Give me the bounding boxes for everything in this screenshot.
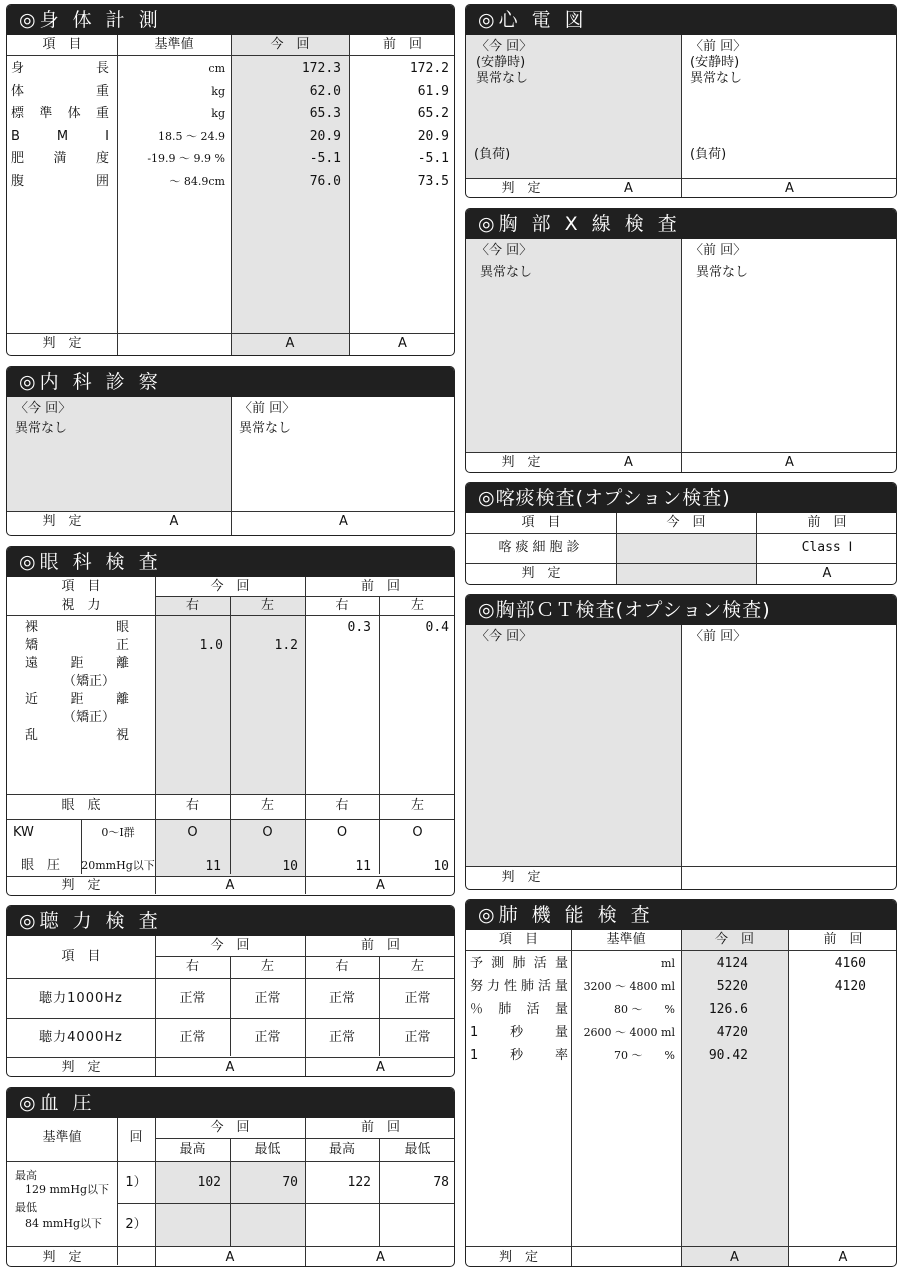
std-max-label: 最高 (15, 1169, 37, 1182)
judgment-label: 判 定 (42, 514, 82, 529)
internal-exam-section (6, 366, 455, 536)
current-label: 〈今 回〉 (476, 243, 533, 258)
body-measurement-section (6, 4, 455, 356)
header-prev-max: 最高 (328, 1142, 355, 1157)
header-current: 今 回 (210, 1120, 250, 1135)
header-previous: 前 回 (360, 579, 400, 594)
judgment-label: 判 定 (61, 1060, 101, 1075)
eye-exam-section (6, 546, 455, 896)
lf-row-label: 努 力 性 肺 活 量 (470, 979, 568, 994)
previous-label: 〈前 回〉 (239, 401, 296, 416)
bm-row-label: B M I (11, 128, 111, 144)
lf-row-current: 5220 (716, 979, 748, 994)
bm-row-standard: -19.9 ～ 9.9 % (147, 152, 225, 165)
judgment-current: A (225, 878, 235, 893)
header-item: 項 目 (498, 932, 538, 947)
previous-rest-text: 異常なし (690, 71, 743, 86)
hearing-row-label: 聴力4000Hz (39, 1030, 123, 1045)
std-min-value: 84 mmHg以下 (25, 1217, 102, 1230)
header-previous: 前 回 (360, 938, 400, 953)
chest-xray-title: ◎胸 部 X 線 検 査 (466, 209, 896, 239)
lf-row-standard: ml (661, 957, 675, 970)
judgment-previous: A (376, 1060, 385, 1075)
lf-row-current: 90.42 (708, 1048, 748, 1063)
kw-prev-left: O (412, 825, 423, 840)
bm-row-previous: 61.9 (417, 83, 449, 99)
judgment-previous: A (822, 566, 832, 581)
judgment-label: 判 定 (501, 181, 541, 196)
bm-row-current: 76.0 (309, 173, 341, 189)
ecg-section (465, 4, 897, 198)
vision-label-astigmatism: 乱 視 (25, 728, 129, 743)
header-current: 今 回 (210, 938, 250, 953)
chest-ct-title: ◎胸部ＣＴ検査(オプション検査) (466, 595, 896, 625)
kw-cur-left: O (262, 825, 273, 840)
lung-function-title: ◎肺 機 能 検 査 (466, 900, 896, 930)
previous-text: 異常なし (696, 265, 749, 280)
r1-cur-max: 102 (197, 1175, 221, 1190)
judgment-previous: A (339, 514, 348, 529)
iop-cur-left: 10 (282, 859, 298, 874)
lf-row-label: 予 測 肺 活 量 (470, 956, 568, 971)
judgment-label: 判 定 (501, 870, 541, 885)
header-cur-left: 左 (260, 598, 274, 613)
lf-row-label: 1 秒 量 (470, 1025, 568, 1040)
header-cur-right: 右 (185, 959, 199, 974)
naked-prev-left: 0.4 (425, 620, 449, 635)
header-current: 今 回 (210, 579, 250, 594)
corrected-cur-right: 1.0 (199, 638, 223, 653)
iop-label: 眼 圧 (21, 858, 61, 873)
hearing-section (6, 905, 455, 1077)
judgment-label: 判 定 (501, 455, 541, 470)
bm-row-standard: kg (211, 107, 225, 120)
current-rest-text: 異常なし (476, 71, 529, 86)
header-round: 回 (129, 1130, 143, 1145)
lf-row-previous: 4160 (834, 956, 866, 971)
lf-row-label: ％ 肺 活 量 (470, 1002, 568, 1017)
bm-row-previous: 172.2 (409, 61, 449, 76)
header-cur-max: 最高 (179, 1142, 206, 1157)
previous-rest-label: (安静時) (690, 55, 740, 70)
header-item: 項 目 (42, 37, 82, 52)
header-item: 項 目 (61, 579, 101, 594)
fundus-cur-left: 左 (260, 798, 274, 813)
bm-row-standard: cm (208, 62, 225, 75)
kw-label: KW (13, 825, 34, 840)
header-previous: 前 回 (360, 1120, 400, 1135)
header-vision: 視 力 (61, 598, 101, 613)
judgment-current: A (225, 1250, 235, 1265)
bm-row-current: 20.9 (309, 128, 341, 144)
r1-prev-min: 78 (433, 1175, 449, 1190)
iop-prev-right: 11 (355, 859, 371, 874)
bm-row-label: 体 重 (11, 83, 111, 99)
header-prev-left: 左 (410, 959, 424, 974)
bm-row-standard: 18.5 ～ 24.9 (158, 129, 225, 143)
round-2: 2） (125, 1217, 147, 1232)
chest-ct-section (465, 594, 897, 890)
hearing-title: ◎聴 力 検 査 (7, 906, 454, 936)
judgment-current: A (624, 455, 633, 470)
header-current: 今 回 (714, 932, 754, 947)
hearing-row-cur-right: 正常 (179, 991, 206, 1006)
bm-row-label: 肥 満 度 (11, 151, 111, 166)
blood-pressure-section (6, 1087, 455, 1267)
hearing-row-cur-left: 正常 (254, 991, 281, 1006)
judgment-current: A (285, 336, 295, 351)
bm-row-label: 腹 囲 (11, 173, 111, 189)
header-item: 項 目 (61, 949, 101, 964)
header-standard: 基準値 (154, 37, 194, 52)
bm-row-current: 62.0 (309, 83, 341, 99)
current-label: 〈今 回〉 (15, 401, 72, 416)
lf-row-previous: 4120 (834, 979, 866, 994)
current-text: 異常なし (15, 421, 68, 436)
header-prev-min: 最低 (404, 1142, 431, 1157)
eye-exam-title: ◎眼 科 検 査 (7, 547, 454, 577)
judgment-previous: A (785, 181, 794, 196)
iop-prev-left: 10 (433, 859, 449, 874)
previous-load-label: (負荷) (690, 147, 727, 162)
ecg-title: ◎心 電 図 (466, 5, 896, 35)
header-prev-right: 右 (335, 598, 349, 613)
lf-row-standard: 2600 ～ 4000 ml (583, 1026, 675, 1039)
judgment-label: 判 定 (42, 1250, 82, 1265)
hearing-row-label: 聴力1000Hz (39, 991, 123, 1006)
bm-row-previous: -5.1 (417, 151, 449, 166)
header-cur-left: 左 (260, 959, 274, 974)
r1-prev-max: 122 (347, 1175, 371, 1190)
judgment-label: 判 定 (498, 1250, 538, 1265)
header-previous: 前 回 (382, 37, 422, 52)
vision-label-far: 遠 距 離 (25, 656, 129, 671)
internal-exam-title: ◎内 科 診 察 (7, 367, 454, 397)
header-previous: 前 回 (807, 515, 847, 530)
lf-row-current: 4720 (716, 1025, 748, 1040)
previous-label: 〈前 回〉 (690, 629, 747, 644)
fundus-prev-right: 右 (335, 798, 349, 813)
chest-xray-section (465, 208, 897, 473)
fundus-cur-right: 右 (185, 798, 199, 813)
vision-label-near-corrected: （矯正） (62, 710, 115, 725)
judgment-label: 判 定 (521, 566, 561, 581)
header-standard: 基準値 (42, 1130, 82, 1145)
fundus-prev-left: 左 (410, 798, 424, 813)
bm-row-standard: ～ 84.9cm (169, 174, 225, 188)
hearing-row-prev-left: 正常 (404, 1030, 431, 1045)
bm-row-previous: 65.2 (417, 106, 449, 121)
judgment-previous: A (376, 878, 385, 893)
hearing-row-cur-left: 正常 (254, 1030, 281, 1045)
current-load-label: (負荷) (474, 147, 511, 162)
header-current: 今 回 (666, 515, 706, 530)
vision-label-far-corrected: （矯正） (62, 674, 115, 689)
judgment-previous: A (376, 1250, 385, 1265)
lf-row-standard: 3200 ～ 4800 ml (583, 980, 675, 993)
hearing-row-prev-right: 正常 (328, 991, 355, 1006)
hearing-row-prev-right: 正常 (328, 1030, 355, 1045)
bm-row-current: -5.1 (309, 151, 341, 166)
bm-row-label: 標 準 体 重 (11, 106, 111, 121)
current-rest-label: (安静時) (476, 55, 526, 70)
row-label: 喀痰細胞診 (498, 540, 584, 555)
body-measurement-title: ◎身 体 計 測 (7, 5, 454, 35)
previous-text: 異常なし (239, 421, 292, 436)
bm-row-previous: 73.5 (417, 173, 449, 189)
sputum-title: ◎喀痰検査(オプション検査) (466, 483, 896, 513)
std-max-value: 129 mmHg以下 (25, 1183, 109, 1196)
vision-label-corrected: 矯 正 (25, 638, 129, 653)
lf-row-current: 4124 (716, 956, 748, 971)
kw-prev-right: O (336, 825, 348, 840)
iop-cur-right: 11 (205, 859, 221, 874)
bm-row-current: 172.3 (301, 61, 341, 76)
header-cur-right: 右 (185, 598, 199, 613)
bm-row-standard: kg (211, 84, 225, 98)
judgment-current: A (169, 514, 179, 529)
hearing-row-prev-left: 正常 (404, 991, 431, 1006)
lf-row-standard: 70 ～ % (614, 1049, 675, 1062)
current-text: 異常なし (480, 265, 533, 280)
blood-pressure-title: ◎血 圧 (7, 1088, 454, 1118)
lung-function-section (465, 899, 897, 1267)
judgment-previous: A (838, 1250, 848, 1265)
bm-row-previous: 20.9 (417, 128, 449, 144)
header-previous: 前 回 (823, 932, 863, 947)
lf-row-current: 126.6 (708, 1002, 748, 1017)
judgment-label: 判 定 (42, 336, 82, 351)
header-standard: 基準値 (606, 932, 646, 947)
judgment-previous: A (398, 336, 407, 351)
r1-cur-min: 70 (282, 1175, 298, 1190)
header-current: 今 回 (270, 37, 310, 52)
header-item: 項 目 (521, 515, 561, 530)
naked-prev-right: 0.3 (347, 620, 371, 635)
sputum-section (465, 482, 897, 585)
judgment-current: A (624, 181, 633, 196)
row-previous: Class Ⅰ (801, 540, 853, 555)
previous-label: 〈前 回〉 (690, 39, 747, 54)
lf-row-standard: 80 ～ % (614, 1003, 675, 1016)
header-cur-min: 最低 (254, 1142, 281, 1157)
lf-row-label: 1 秒 率 (470, 1048, 568, 1063)
header-prev-left: 左 (410, 598, 424, 613)
judgment-previous: A (785, 455, 794, 470)
corrected-cur-left: 1.2 (274, 638, 298, 653)
bm-row-label: 身 長 (11, 61, 111, 76)
judgment-current: A (730, 1250, 739, 1265)
vision-label-naked: 裸 眼 (25, 620, 129, 635)
round-1: 1） (125, 1175, 147, 1190)
std-min-label: 最低 (15, 1201, 37, 1214)
kw-standard: 0～Ⅰ群 (101, 826, 135, 839)
vision-label-near: 近 距 離 (25, 692, 129, 707)
iop-standard: 20mmHg以下 (81, 859, 155, 872)
judgment-current: A (225, 1060, 235, 1075)
current-label: 〈今 回〉 (476, 629, 533, 644)
fundus-label: 眼 底 (61, 798, 101, 813)
judgment-label: 判 定 (61, 878, 101, 893)
kw-cur-right: O (187, 825, 198, 840)
previous-label: 〈前 回〉 (690, 243, 747, 258)
header-prev-right: 右 (335, 959, 349, 974)
current-label: 〈今 回〉 (476, 39, 533, 54)
hearing-row-cur-right: 正常 (179, 1030, 206, 1045)
bm-row-current: 65.3 (309, 106, 341, 121)
